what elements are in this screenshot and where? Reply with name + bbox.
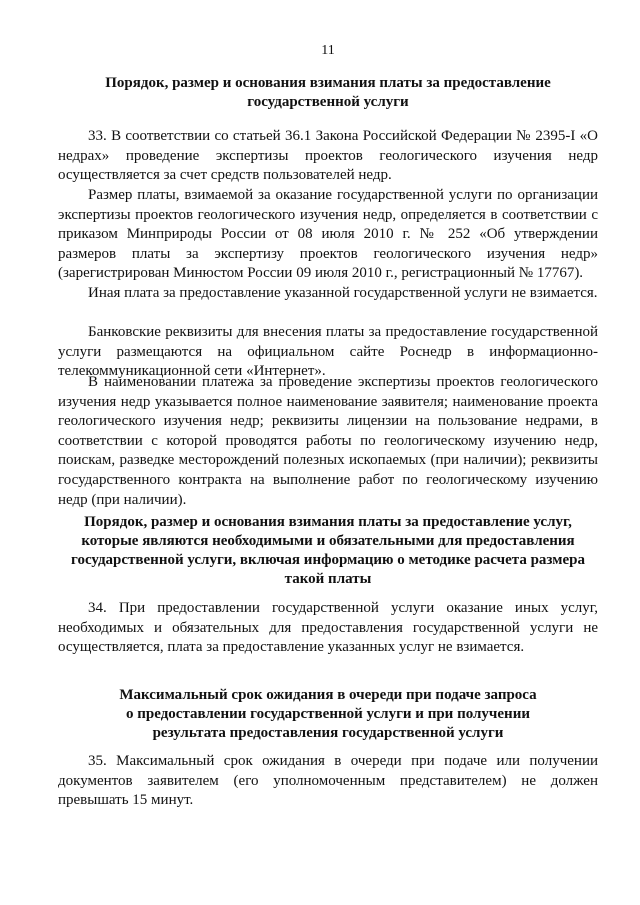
paragraph-bank-details: Банковские реквизиты для внесения платы за предоставление государственной услуги размещаются на официальном сайте Роснедр в информационно-телекоммуникационной сети «Интернет». xyxy=(58,324,598,380)
paragraph-35: 35. Максимальный срок ожидания в очереди при подаче или получении документов заявителем (его уполномоченным представителем) не должен превышать 15 минут. xyxy=(58,753,598,809)
heading-line: Максимальный срок ожидания в очереди при подаче запроса xyxy=(119,687,537,703)
heading-line: Порядок, размер и основания взимания платы за предоставление услуг, xyxy=(84,514,572,530)
heading-line: Порядок, размер и основания взимания платы за предоставление xyxy=(105,75,551,91)
section-heading-related-services-fee xyxy=(58,513,598,589)
heading-line: которые являются необходимыми и обязательными для предоставления xyxy=(81,533,575,549)
paragraph-34: 34. При предоставлении государственной услуги оказание иных услуг, необходимых и обязательных для предоставления государственной услуги не осуществляется, плата за предоставление указанных услуг не взимается. xyxy=(58,600,598,656)
paragraph-no-other-fee: Иная плата за предоставление указанной государственной услуги не взимается. xyxy=(88,285,598,301)
heading-line: такой платы xyxy=(284,571,372,587)
heading-line: о предоставлении государственной услуги и при получении xyxy=(126,706,530,722)
heading-line: государственной услуги, включая информацию о методике расчета размера xyxy=(71,552,585,568)
paragraph-33: 33. В соответствии со статьей 36.1 Закона Российской Федерации № 2395-I «О недрах» проведение экспертизы проектов геологического изучения недр осуществляется за счет средств пользователей недр. xyxy=(58,128,598,184)
document-page xyxy=(58,0,598,905)
section-heading-queue-time xyxy=(58,686,598,743)
paragraph-payment-name: В наименовании платежа за проведение экспертизы проектов геологического изучения недр указывается полное наименование заявителя; наименование проекта геологического изучения недр; реквизиты лицензии на пользование недрами, в соответствии с которой проводятся работы по геологическому изучению недр, поискам, разведке месторождений полезных ископаемых (при наличии); реквизиты государственного контракта на выполнение работ по геологическому изучению недр (при наличии). xyxy=(58,374,598,508)
heading-line: результата предоставления государственной услуги xyxy=(152,725,504,741)
heading-line: государственной услуги xyxy=(247,94,409,110)
paragraph-fee-size: Размер платы, взимаемой за оказание государственной услуги по организации экспертизы проектов геологического изучения недр, определяется в соответствии с приказом Минприроды России от 08 июля 2010 г. № 252 «Об утверждении размеров платы за экспертизу проектов геологического изучения недр» (зарегистрирован Минюстом России 09 июля 2010 г., регистрационный № 17767). xyxy=(58,187,598,282)
section-heading-fee xyxy=(58,74,598,112)
page-number: 11 xyxy=(321,43,335,58)
